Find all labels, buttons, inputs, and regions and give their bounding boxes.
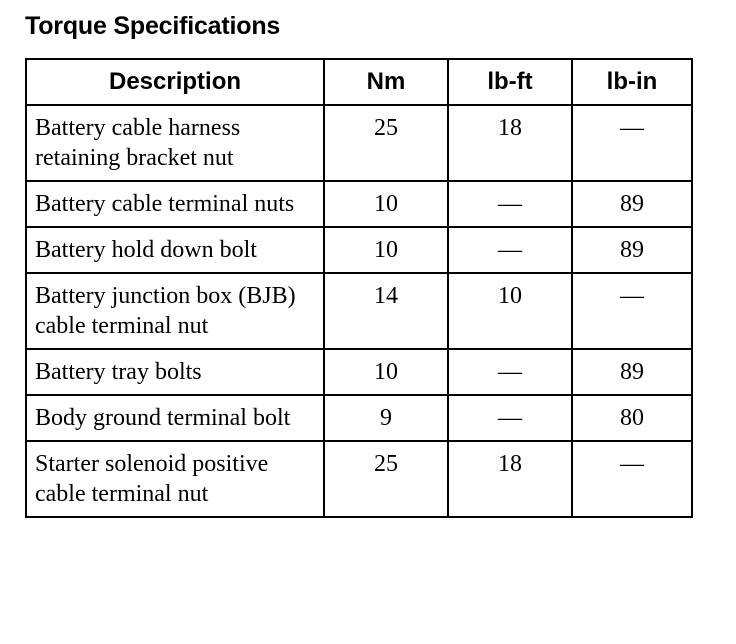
cell-lb-in: 89 [572, 181, 692, 227]
cell-lb-in: — [572, 105, 692, 181]
column-header-lb-ft: lb-ft [448, 59, 572, 105]
column-header-lb-in: lb-in [572, 59, 692, 105]
cell-lb-ft: — [448, 395, 572, 441]
cell-nm: 10 [324, 349, 448, 395]
table-row [26, 349, 692, 395]
cell-description: Battery hold down bolt [26, 227, 324, 273]
cell-description: Starter solenoid positive cable terminal nut [26, 441, 324, 517]
cell-lb-ft: — [448, 227, 572, 273]
cell-nm: 10 [324, 227, 448, 273]
table-row [26, 395, 692, 441]
cell-nm: 14 [324, 273, 448, 349]
table-row [26, 181, 692, 227]
cell-lb-ft: — [448, 181, 572, 227]
cell-lb-in: — [572, 441, 692, 517]
cell-description: Battery cable harness retaining bracket nut [26, 105, 324, 181]
column-header-description: Description [26, 59, 324, 105]
page-title: Torque Specifications [25, 12, 281, 40]
torque-specifications-table [25, 58, 693, 518]
cell-lb-in: 89 [572, 349, 692, 395]
cell-lb-ft: 18 [448, 441, 572, 517]
cell-lb-ft: 18 [448, 105, 572, 181]
cell-lb-in: 80 [572, 395, 692, 441]
cell-nm: 25 [324, 441, 448, 517]
column-header-nm: Nm [324, 59, 448, 105]
cell-lb-in: 89 [572, 227, 692, 273]
cell-description: Battery junction box (BJB) cable terminal nut [26, 273, 324, 349]
cell-description: Battery cable terminal nuts [26, 181, 324, 227]
cell-lb-in: — [572, 273, 692, 349]
table-row [26, 441, 692, 517]
cell-lb-ft: 10 [448, 273, 572, 349]
table-row [26, 273, 692, 349]
table-row [26, 227, 692, 273]
cell-description: Battery tray bolts [26, 349, 324, 395]
table-row [26, 105, 692, 181]
cell-nm: 25 [324, 105, 448, 181]
cell-description: Body ground terminal bolt [26, 395, 324, 441]
cell-nm: 10 [324, 181, 448, 227]
cell-lb-ft: — [448, 349, 572, 395]
table-header-row [26, 59, 692, 105]
cell-nm: 9 [324, 395, 448, 441]
